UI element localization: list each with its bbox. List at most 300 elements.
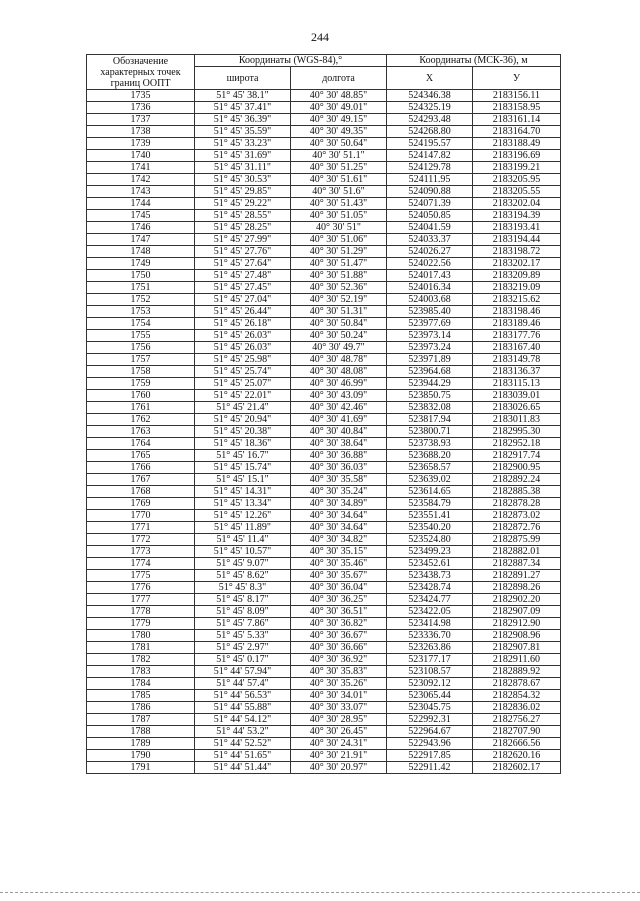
table-row bbox=[87, 306, 561, 318]
cell-longitude: 40° 30' 46.99" bbox=[291, 378, 387, 390]
table-row bbox=[87, 450, 561, 462]
cell-latitude: 51° 45' 20.38" bbox=[195, 426, 291, 438]
table-row bbox=[87, 174, 561, 186]
cell-x: 524195.57 bbox=[387, 138, 473, 150]
table-row bbox=[87, 294, 561, 306]
cell-y: 2183167.40 bbox=[473, 342, 561, 354]
cell-point-id: 1766 bbox=[87, 462, 195, 474]
cell-y: 2182873.02 bbox=[473, 510, 561, 522]
cell-point-id: 1762 bbox=[87, 414, 195, 426]
cell-x: 523263.86 bbox=[387, 642, 473, 654]
cell-latitude: 51° 45' 36.39" bbox=[195, 114, 291, 126]
cell-y: 2182620.16 bbox=[473, 750, 561, 762]
cell-longitude: 40° 30' 51.6" bbox=[291, 186, 387, 198]
cell-point-id: 1737 bbox=[87, 114, 195, 126]
cell-x: 524016.34 bbox=[387, 282, 473, 294]
cell-point-id: 1750 bbox=[87, 270, 195, 282]
header-latitude: широта bbox=[195, 67, 291, 90]
cell-x: 523424.77 bbox=[387, 594, 473, 606]
cell-y: 2183164.70 bbox=[473, 126, 561, 138]
cell-point-id: 1765 bbox=[87, 450, 195, 462]
cell-point-id: 1773 bbox=[87, 546, 195, 558]
table-row bbox=[87, 234, 561, 246]
cell-latitude: 51° 45' 8.17" bbox=[195, 594, 291, 606]
cell-x: 523977.69 bbox=[387, 318, 473, 330]
cell-latitude: 51° 45' 25.98" bbox=[195, 354, 291, 366]
cell-point-id: 1748 bbox=[87, 246, 195, 258]
table-row bbox=[87, 378, 561, 390]
cell-latitude: 51° 45' 25.74" bbox=[195, 366, 291, 378]
table-row bbox=[87, 642, 561, 654]
header-longitude: долгота bbox=[291, 67, 387, 90]
cell-x: 523584.79 bbox=[387, 498, 473, 510]
cell-y: 2182878.28 bbox=[473, 498, 561, 510]
cell-latitude: 51° 45' 27.76" bbox=[195, 246, 291, 258]
cell-longitude: 40° 30' 35.26" bbox=[291, 678, 387, 690]
cell-longitude: 40° 30' 35.15" bbox=[291, 546, 387, 558]
cell-x: 524050.85 bbox=[387, 210, 473, 222]
cell-longitude: 40° 30' 36.92" bbox=[291, 654, 387, 666]
table-row bbox=[87, 438, 561, 450]
cell-point-id: 1744 bbox=[87, 198, 195, 210]
table-row bbox=[87, 186, 561, 198]
cell-y: 2183199.21 bbox=[473, 162, 561, 174]
cell-x: 523092.12 bbox=[387, 678, 473, 690]
table-row bbox=[87, 558, 561, 570]
cell-y: 2183193.41 bbox=[473, 222, 561, 234]
cell-latitude: 51° 45' 35.59" bbox=[195, 126, 291, 138]
cell-x: 524129.78 bbox=[387, 162, 473, 174]
cell-latitude: 51° 45' 8.09" bbox=[195, 606, 291, 618]
cell-point-id: 1763 bbox=[87, 426, 195, 438]
cell-longitude: 40° 30' 48.85" bbox=[291, 90, 387, 102]
cell-y: 2183202.04 bbox=[473, 198, 561, 210]
cell-x: 524111.95 bbox=[387, 174, 473, 186]
cell-x: 524033.37 bbox=[387, 234, 473, 246]
cell-latitude: 51° 45' 14.31" bbox=[195, 486, 291, 498]
cell-y: 2182756.27 bbox=[473, 714, 561, 726]
cell-y: 2183198.46 bbox=[473, 306, 561, 318]
cell-y: 2183209.89 bbox=[473, 270, 561, 282]
cell-longitude: 40° 30' 51.88" bbox=[291, 270, 387, 282]
cell-y: 2183202.17 bbox=[473, 258, 561, 270]
cell-longitude: 40° 30' 51.1" bbox=[291, 150, 387, 162]
cell-x: 523414.98 bbox=[387, 618, 473, 630]
cell-point-id: 1741 bbox=[87, 162, 195, 174]
table-row bbox=[87, 762, 561, 774]
cell-x: 523850.75 bbox=[387, 390, 473, 402]
cell-x: 523971.89 bbox=[387, 354, 473, 366]
cell-x: 523614.65 bbox=[387, 486, 473, 498]
cell-x: 524090.88 bbox=[387, 186, 473, 198]
table-row bbox=[87, 702, 561, 714]
cell-x: 523964.68 bbox=[387, 366, 473, 378]
cell-y: 2182892.24 bbox=[473, 474, 561, 486]
cell-y: 2182912.90 bbox=[473, 618, 561, 630]
cell-point-id: 1769 bbox=[87, 498, 195, 510]
cell-point-id: 1755 bbox=[87, 330, 195, 342]
header-x: X bbox=[387, 67, 473, 90]
cell-longitude: 40° 30' 42.46" bbox=[291, 402, 387, 414]
cell-point-id: 1771 bbox=[87, 522, 195, 534]
cell-y: 2182885.38 bbox=[473, 486, 561, 498]
cell-latitude: 51° 45' 26.03" bbox=[195, 330, 291, 342]
cell-y: 2182902.20 bbox=[473, 594, 561, 606]
cell-latitude: 51° 45' 31.69" bbox=[195, 150, 291, 162]
cell-point-id: 1781 bbox=[87, 642, 195, 654]
cell-y: 2183205.95 bbox=[473, 174, 561, 186]
cell-longitude: 40° 30' 48.08" bbox=[291, 366, 387, 378]
cell-longitude: 40° 30' 43.09" bbox=[291, 390, 387, 402]
cell-longitude: 40° 30' 51.61" bbox=[291, 174, 387, 186]
cell-y: 2182891.27 bbox=[473, 570, 561, 582]
cell-latitude: 51° 44' 51.44" bbox=[195, 762, 291, 774]
cell-y: 2182666.56 bbox=[473, 738, 561, 750]
cell-longitude: 40° 30' 36.66" bbox=[291, 642, 387, 654]
cell-latitude: 51° 45' 27.48" bbox=[195, 270, 291, 282]
cell-point-id: 1789 bbox=[87, 738, 195, 750]
cell-y: 2183011.83 bbox=[473, 414, 561, 426]
cell-longitude: 40° 30' 36.04" bbox=[291, 582, 387, 594]
table-row bbox=[87, 666, 561, 678]
cell-point-id: 1772 bbox=[87, 534, 195, 546]
cell-latitude: 51° 45' 26.18" bbox=[195, 318, 291, 330]
cell-longitude: 40° 30' 51.05" bbox=[291, 210, 387, 222]
cell-point-id: 1770 bbox=[87, 510, 195, 522]
page-number: 244 bbox=[311, 30, 329, 44]
table-row bbox=[87, 498, 561, 510]
cell-longitude: 40° 30' 49.15" bbox=[291, 114, 387, 126]
cell-point-id: 1787 bbox=[87, 714, 195, 726]
cell-longitude: 40° 30' 24.31" bbox=[291, 738, 387, 750]
cell-latitude: 51° 45' 38.1" bbox=[195, 90, 291, 102]
cell-latitude: 51° 45' 8.62" bbox=[195, 570, 291, 582]
cell-latitude: 51° 45' 27.04" bbox=[195, 294, 291, 306]
table-row bbox=[87, 330, 561, 342]
cell-x: 523832.08 bbox=[387, 402, 473, 414]
cell-x: 522917.85 bbox=[387, 750, 473, 762]
table-row bbox=[87, 366, 561, 378]
cell-x: 523658.57 bbox=[387, 462, 473, 474]
cell-point-id: 1764 bbox=[87, 438, 195, 450]
cell-y: 2183161.14 bbox=[473, 114, 561, 126]
cell-latitude: 51° 45' 16.7" bbox=[195, 450, 291, 462]
cell-point-id: 1735 bbox=[87, 90, 195, 102]
cell-y: 2183136.37 bbox=[473, 366, 561, 378]
cell-latitude: 51° 44' 51.65" bbox=[195, 750, 291, 762]
cell-latitude: 51° 45' 2.97" bbox=[195, 642, 291, 654]
cell-y: 2183177.76 bbox=[473, 330, 561, 342]
cell-longitude: 40° 30' 36.03" bbox=[291, 462, 387, 474]
table-row bbox=[87, 594, 561, 606]
cell-y: 2182836.02 bbox=[473, 702, 561, 714]
cell-point-id: 1786 bbox=[87, 702, 195, 714]
cell-longitude: 40° 30' 34.64" bbox=[291, 510, 387, 522]
cell-latitude: 51° 45' 7.86" bbox=[195, 618, 291, 630]
cell-longitude: 40° 30' 35.46" bbox=[291, 558, 387, 570]
coordinates-table bbox=[86, 54, 561, 774]
cell-y: 2183149.78 bbox=[473, 354, 561, 366]
cell-longitude: 40° 30' 34.89" bbox=[291, 498, 387, 510]
cell-longitude: 40° 30' 36.25" bbox=[291, 594, 387, 606]
cell-y: 2182908.96 bbox=[473, 630, 561, 642]
cell-x: 523452.61 bbox=[387, 558, 473, 570]
table-row bbox=[87, 690, 561, 702]
cell-longitude: 40° 30' 28.95" bbox=[291, 714, 387, 726]
cell-point-id: 1745 bbox=[87, 210, 195, 222]
cell-y: 2182889.92 bbox=[473, 666, 561, 678]
cell-latitude: 51° 45' 15.1" bbox=[195, 474, 291, 486]
cell-x: 522992.31 bbox=[387, 714, 473, 726]
cell-longitude: 40° 30' 49.01" bbox=[291, 102, 387, 114]
cell-latitude: 51° 45' 22.01" bbox=[195, 390, 291, 402]
cell-x: 524041.59 bbox=[387, 222, 473, 234]
table-row bbox=[87, 630, 561, 642]
cell-x: 523524.80 bbox=[387, 534, 473, 546]
cell-latitude: 51° 45' 26.44" bbox=[195, 306, 291, 318]
cell-latitude: 51° 44' 56.53" bbox=[195, 690, 291, 702]
table-row bbox=[87, 210, 561, 222]
table-row bbox=[87, 342, 561, 354]
cell-latitude: 51° 45' 5.33" bbox=[195, 630, 291, 642]
table-body bbox=[87, 90, 561, 774]
cell-x: 523817.94 bbox=[387, 414, 473, 426]
cell-longitude: 40° 30' 21.91" bbox=[291, 750, 387, 762]
table-row bbox=[87, 318, 561, 330]
table-row bbox=[87, 618, 561, 630]
cell-x: 523499.23 bbox=[387, 546, 473, 558]
cell-point-id: 1761 bbox=[87, 402, 195, 414]
cell-point-id: 1753 bbox=[87, 306, 195, 318]
cell-x: 523438.73 bbox=[387, 570, 473, 582]
cell-latitude: 51° 45' 28.25" bbox=[195, 222, 291, 234]
table-row bbox=[87, 474, 561, 486]
cell-point-id: 1777 bbox=[87, 594, 195, 606]
cell-latitude: 51° 45' 8.3" bbox=[195, 582, 291, 594]
cell-latitude: 51° 45' 27.45" bbox=[195, 282, 291, 294]
cell-y: 2182875.99 bbox=[473, 534, 561, 546]
cell-x: 523985.40 bbox=[387, 306, 473, 318]
cell-x: 522964.67 bbox=[387, 726, 473, 738]
cell-x: 523639.02 bbox=[387, 474, 473, 486]
cell-point-id: 1779 bbox=[87, 618, 195, 630]
cell-point-id: 1785 bbox=[87, 690, 195, 702]
cell-x: 523973.14 bbox=[387, 330, 473, 342]
cell-y: 2182882.01 bbox=[473, 546, 561, 558]
cell-x: 523944.29 bbox=[387, 378, 473, 390]
cell-longitude: 40° 30' 20.97" bbox=[291, 762, 387, 774]
cell-x: 524026.27 bbox=[387, 246, 473, 258]
cell-y: 2182907.81 bbox=[473, 642, 561, 654]
table-row bbox=[87, 534, 561, 546]
table-row bbox=[87, 90, 561, 102]
cell-latitude: 51° 45' 11.89" bbox=[195, 522, 291, 534]
cell-x: 523800.71 bbox=[387, 426, 473, 438]
cell-point-id: 1783 bbox=[87, 666, 195, 678]
table-row bbox=[87, 750, 561, 762]
cell-latitude: 51° 45' 30.53" bbox=[195, 174, 291, 186]
table-row bbox=[87, 414, 561, 426]
cell-x: 523336.70 bbox=[387, 630, 473, 642]
cell-y: 2183194.39 bbox=[473, 210, 561, 222]
cell-point-id: 1776 bbox=[87, 582, 195, 594]
table-row bbox=[87, 138, 561, 150]
cell-longitude: 40° 30' 35.58" bbox=[291, 474, 387, 486]
table-row bbox=[87, 390, 561, 402]
cell-point-id: 1742 bbox=[87, 174, 195, 186]
cell-point-id: 1782 bbox=[87, 654, 195, 666]
cell-x: 524071.39 bbox=[387, 198, 473, 210]
cell-x: 523688.20 bbox=[387, 450, 473, 462]
cell-latitude: 51° 45' 11.4" bbox=[195, 534, 291, 546]
table-row bbox=[87, 510, 561, 522]
cell-point-id: 1784 bbox=[87, 678, 195, 690]
cell-latitude: 51° 44' 57.94" bbox=[195, 666, 291, 678]
cell-y: 2182707.90 bbox=[473, 726, 561, 738]
cell-point-id: 1768 bbox=[87, 486, 195, 498]
cell-longitude: 40° 30' 34.01" bbox=[291, 690, 387, 702]
cell-longitude: 40° 30' 50.24" bbox=[291, 330, 387, 342]
table-row bbox=[87, 678, 561, 690]
cell-latitude: 51° 45' 10.57" bbox=[195, 546, 291, 558]
cell-x: 524325.19 bbox=[387, 102, 473, 114]
cell-y: 2183205.55 bbox=[473, 186, 561, 198]
cell-x: 523045.75 bbox=[387, 702, 473, 714]
cell-latitude: 51° 45' 29.85" bbox=[195, 186, 291, 198]
cell-x: 523738.93 bbox=[387, 438, 473, 450]
cell-y: 2183194.44 bbox=[473, 234, 561, 246]
cell-longitude: 40° 30' 36.67" bbox=[291, 630, 387, 642]
cell-longitude: 40° 30' 36.51" bbox=[291, 606, 387, 618]
cell-y: 2183156.11 bbox=[473, 90, 561, 102]
cell-latitude: 51° 45' 9.07" bbox=[195, 558, 291, 570]
cell-longitude: 40° 30' 36.88" bbox=[291, 450, 387, 462]
header-y: У bbox=[473, 67, 561, 90]
cell-y: 2183039.01 bbox=[473, 390, 561, 402]
cell-y: 2182898.26 bbox=[473, 582, 561, 594]
cell-latitude: 51° 45' 28.55" bbox=[195, 210, 291, 222]
table-row bbox=[87, 714, 561, 726]
cell-point-id: 1780 bbox=[87, 630, 195, 642]
cell-point-id: 1775 bbox=[87, 570, 195, 582]
cell-point-id: 1790 bbox=[87, 750, 195, 762]
cell-longitude: 40° 30' 51.31" bbox=[291, 306, 387, 318]
cell-longitude: 40° 30' 35.83" bbox=[291, 666, 387, 678]
cell-latitude: 51° 45' 27.99" bbox=[195, 234, 291, 246]
cell-y: 2182917.74 bbox=[473, 450, 561, 462]
cell-longitude: 40° 30' 34.82" bbox=[291, 534, 387, 546]
cell-point-id: 1774 bbox=[87, 558, 195, 570]
cell-latitude: 51° 44' 52.52" bbox=[195, 738, 291, 750]
table-row bbox=[87, 738, 561, 750]
cell-y: 2183215.62 bbox=[473, 294, 561, 306]
cell-x: 524346.38 bbox=[387, 90, 473, 102]
cell-longitude: 40° 30' 26.45" bbox=[291, 726, 387, 738]
header-wgs-group: Координаты (WGS-84),° bbox=[195, 55, 387, 67]
cell-longitude: 40° 30' 51" bbox=[291, 222, 387, 234]
cell-longitude: 40° 30' 50.84" bbox=[291, 318, 387, 330]
table-row bbox=[87, 606, 561, 618]
header-designation: Обозначение характерных точек границ ООПТ bbox=[87, 55, 195, 90]
cell-y: 2183196.69 bbox=[473, 150, 561, 162]
cell-longitude: 40° 30' 34.64" bbox=[291, 522, 387, 534]
cell-latitude: 51° 44' 53.2" bbox=[195, 726, 291, 738]
cell-y: 2183115.13 bbox=[473, 378, 561, 390]
cell-longitude: 40° 30' 40.84" bbox=[291, 426, 387, 438]
cell-y: 2182872.76 bbox=[473, 522, 561, 534]
cell-y: 2182952.18 bbox=[473, 438, 561, 450]
cell-latitude: 51° 45' 18.36" bbox=[195, 438, 291, 450]
cell-latitude: 51° 44' 57.4" bbox=[195, 678, 291, 690]
cell-latitude: 51° 45' 26.03" bbox=[195, 342, 291, 354]
table-row bbox=[87, 222, 561, 234]
table-row bbox=[87, 654, 561, 666]
cell-point-id: 1760 bbox=[87, 390, 195, 402]
cell-point-id: 1738 bbox=[87, 126, 195, 138]
cell-point-id: 1758 bbox=[87, 366, 195, 378]
cell-longitude: 40° 30' 51.43" bbox=[291, 198, 387, 210]
cell-y: 2182907.09 bbox=[473, 606, 561, 618]
cell-point-id: 1746 bbox=[87, 222, 195, 234]
table-row bbox=[87, 198, 561, 210]
cell-longitude: 40° 30' 51.25" bbox=[291, 162, 387, 174]
cell-latitude: 51° 45' 29.22" bbox=[195, 198, 291, 210]
table-row bbox=[87, 102, 561, 114]
cell-x: 523973.24 bbox=[387, 342, 473, 354]
cell-latitude: 51° 45' 13.34" bbox=[195, 498, 291, 510]
cell-y: 2183189.46 bbox=[473, 318, 561, 330]
cell-y: 2183158.95 bbox=[473, 102, 561, 114]
table-row bbox=[87, 282, 561, 294]
table-row bbox=[87, 402, 561, 414]
table-row bbox=[87, 258, 561, 270]
cell-longitude: 40° 30' 41.69" bbox=[291, 414, 387, 426]
cell-point-id: 1747 bbox=[87, 234, 195, 246]
cell-point-id: 1749 bbox=[87, 258, 195, 270]
cell-point-id: 1757 bbox=[87, 354, 195, 366]
cell-x: 523177.17 bbox=[387, 654, 473, 666]
table-row bbox=[87, 426, 561, 438]
cell-y: 2183198.72 bbox=[473, 246, 561, 258]
cell-x: 523065.44 bbox=[387, 690, 473, 702]
table-header bbox=[87, 55, 561, 90]
table-row bbox=[87, 486, 561, 498]
cell-latitude: 51° 45' 12.26" bbox=[195, 510, 291, 522]
cell-x: 524003.68 bbox=[387, 294, 473, 306]
cell-longitude: 40° 30' 33.07" bbox=[291, 702, 387, 714]
cell-point-id: 1751 bbox=[87, 282, 195, 294]
cell-point-id: 1788 bbox=[87, 726, 195, 738]
cell-latitude: 51° 44' 55.88" bbox=[195, 702, 291, 714]
cell-y: 2182878.67 bbox=[473, 678, 561, 690]
cell-longitude: 40° 30' 49.7" bbox=[291, 342, 387, 354]
cell-x: 523428.74 bbox=[387, 582, 473, 594]
cell-x: 523551.41 bbox=[387, 510, 473, 522]
cell-y: 2182887.34 bbox=[473, 558, 561, 570]
cell-longitude: 40° 30' 38.64" bbox=[291, 438, 387, 450]
cell-x: 524147.82 bbox=[387, 150, 473, 162]
cell-longitude: 40° 30' 52.19" bbox=[291, 294, 387, 306]
cell-x: 524022.56 bbox=[387, 258, 473, 270]
table-row bbox=[87, 162, 561, 174]
cell-point-id: 1743 bbox=[87, 186, 195, 198]
cell-point-id: 1754 bbox=[87, 318, 195, 330]
cell-point-id: 1739 bbox=[87, 138, 195, 150]
table-row bbox=[87, 522, 561, 534]
cell-x: 524268.80 bbox=[387, 126, 473, 138]
cell-longitude: 40° 30' 48.78" bbox=[291, 354, 387, 366]
table-row bbox=[87, 546, 561, 558]
